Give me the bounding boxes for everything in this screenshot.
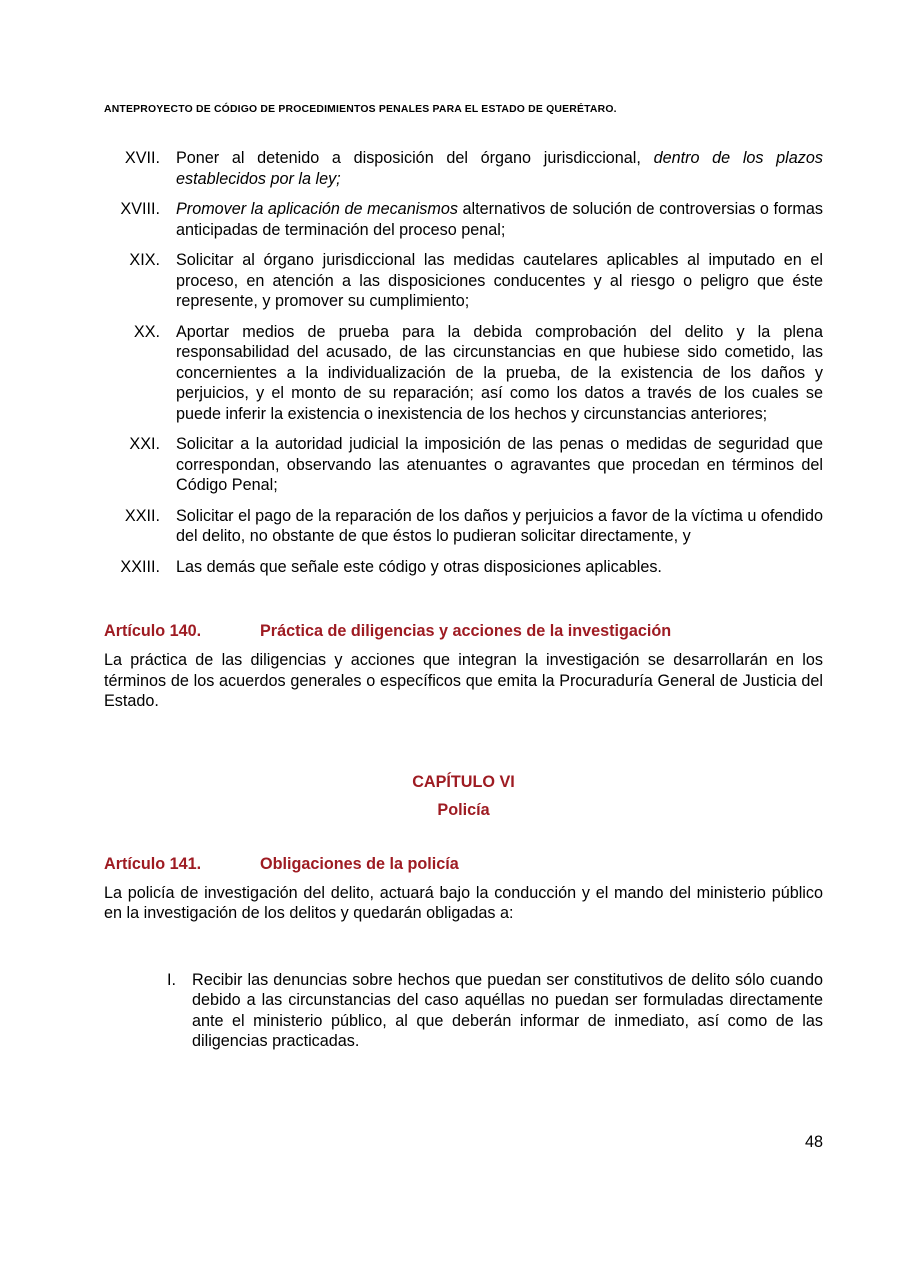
list-item-numeral: XXI.: [129, 435, 160, 453]
article-140-title: Práctica de diligencias y acciones de la investigación: [260, 622, 672, 640]
list-item: [104, 199, 823, 240]
article-141-heading: [104, 854, 823, 875]
list-item: [104, 322, 823, 425]
list-item-text-plain: Solicitar el pago de la reparación de los daños y perjuicios a favor de la víctima u ofendido del delito, no obstante de que éstos lo pudieran solicitar directamente, y: [176, 506, 823, 545]
article-140-paragraph: La práctica de las diligencias y acciones que integran la investigación se desarrollarán en los términos de los acuerdos generales o específicos que emita la Procuraduría General de Justicia del Estado.: [104, 651, 823, 710]
page-number: 48: [804, 1133, 823, 1151]
list-item-text: [176, 250, 823, 312]
list-item-text-plain: Poner al detenido a disposición del órgano jurisdiccional,: [176, 149, 654, 167]
spacer: [104, 924, 823, 970]
list-item-text: [176, 506, 823, 547]
fraction-list: [104, 148, 823, 577]
article-141-title: Obligaciones de la policía: [260, 854, 459, 873]
list-item-numeral: XIX.: [129, 251, 160, 269]
list-item-text: [176, 199, 823, 240]
spacer: [104, 587, 823, 621]
list-item-text: [176, 322, 823, 425]
list-item-text: [176, 148, 823, 189]
spacer: [104, 875, 823, 883]
list-item-numeral: I.: [167, 970, 176, 989]
article-141-obligations-list: [104, 970, 823, 1052]
list-item-text-italic: Promover la aplicación de mecanismos: [176, 200, 458, 218]
list-item-text-plain: Solicitar al órgano jurisdiccional las medidas cautelares aplicables al imputado en el proceso, en atención a las disposiciones conducentes y al riesgo o peligro que éste represente, y promover su cumplimiento;: [176, 251, 823, 310]
list-item-text-plain: Aportar medios de prueba para la debida comprobación del delito y la plena responsabilidad del acusado, de las circunstancias en que hubiese sido cometido, las concernientes a la individualización de la prueba, de la existencia de los daños y perjuicios, y el monto de su reparación; así como los datos a través de los cuales se puede inferir la existencia o inexistencia de los hechos y circunstancias anteriores;: [176, 322, 823, 423]
spacer: [104, 712, 823, 768]
chapter-number: CAPÍTULO VI: [412, 772, 515, 791]
list-item: [104, 434, 823, 496]
list-item: [104, 148, 823, 189]
chapter-name: Policía: [437, 800, 490, 819]
article-141-label: Artículo 141.: [104, 854, 202, 873]
list-item-numeral: XVII.: [124, 149, 160, 167]
spacer: [104, 642, 823, 650]
article-140-label: Artículo 140.: [104, 622, 202, 640]
spacer: [104, 824, 823, 854]
list-item-text-italic: dentro de los plazos establecidos por la ley;: [176, 149, 823, 188]
list-item-numeral: XXII.: [124, 506, 160, 525]
list-item: [104, 970, 823, 1052]
article-140-heading: [104, 621, 823, 642]
list-item-text-plain: Las demás que señale este código y otras disposiciones aplicables.: [176, 557, 662, 576]
list-item-numeral: XX.: [133, 322, 160, 341]
list-item-numeral: XXIII.: [120, 557, 160, 576]
chapter-block: [104, 768, 823, 824]
list-item: [104, 506, 823, 547]
list-item-numeral: XVIII.: [120, 200, 160, 218]
running-header: ANTEPROYECTO DE CÓDIGO DE PROCEDIMIENTOS PENALES PARA EL ESTADO DE QUERÉTARO.: [104, 104, 617, 115]
list-item: [104, 250, 823, 312]
list-item-text: [176, 434, 823, 496]
list-item: [104, 557, 823, 578]
list-item-text: [176, 557, 823, 578]
list-item-text-plain: Solicitar a la autoridad judicial la imposición de las penas o medidas de seguridad que correspondan, observando las atenuantes o agravantes que procedan en términos del Código Penal;: [176, 435, 823, 494]
list-item-text: Recibir las denuncias sobre hechos que puedan ser constitutivos de delito sólo cuando debido a las circunstancias del caso aquéllas no puedan ser formuladas directamente ante el ministerio público, al que deberán informar de inmediato, así como de las diligencias practicadas.: [192, 970, 823, 1050]
page-content: [104, 148, 823, 1062]
article-141-paragraph: La policía de investigación del delito, actuará bajo la conducción y el mando del ministerio público en la investigación de los delitos y quedarán obligadas a:: [104, 883, 823, 922]
list-item-text-tail: alternativos de solución de controversias o formas anticipadas de terminación del proceso penal;: [176, 200, 823, 239]
